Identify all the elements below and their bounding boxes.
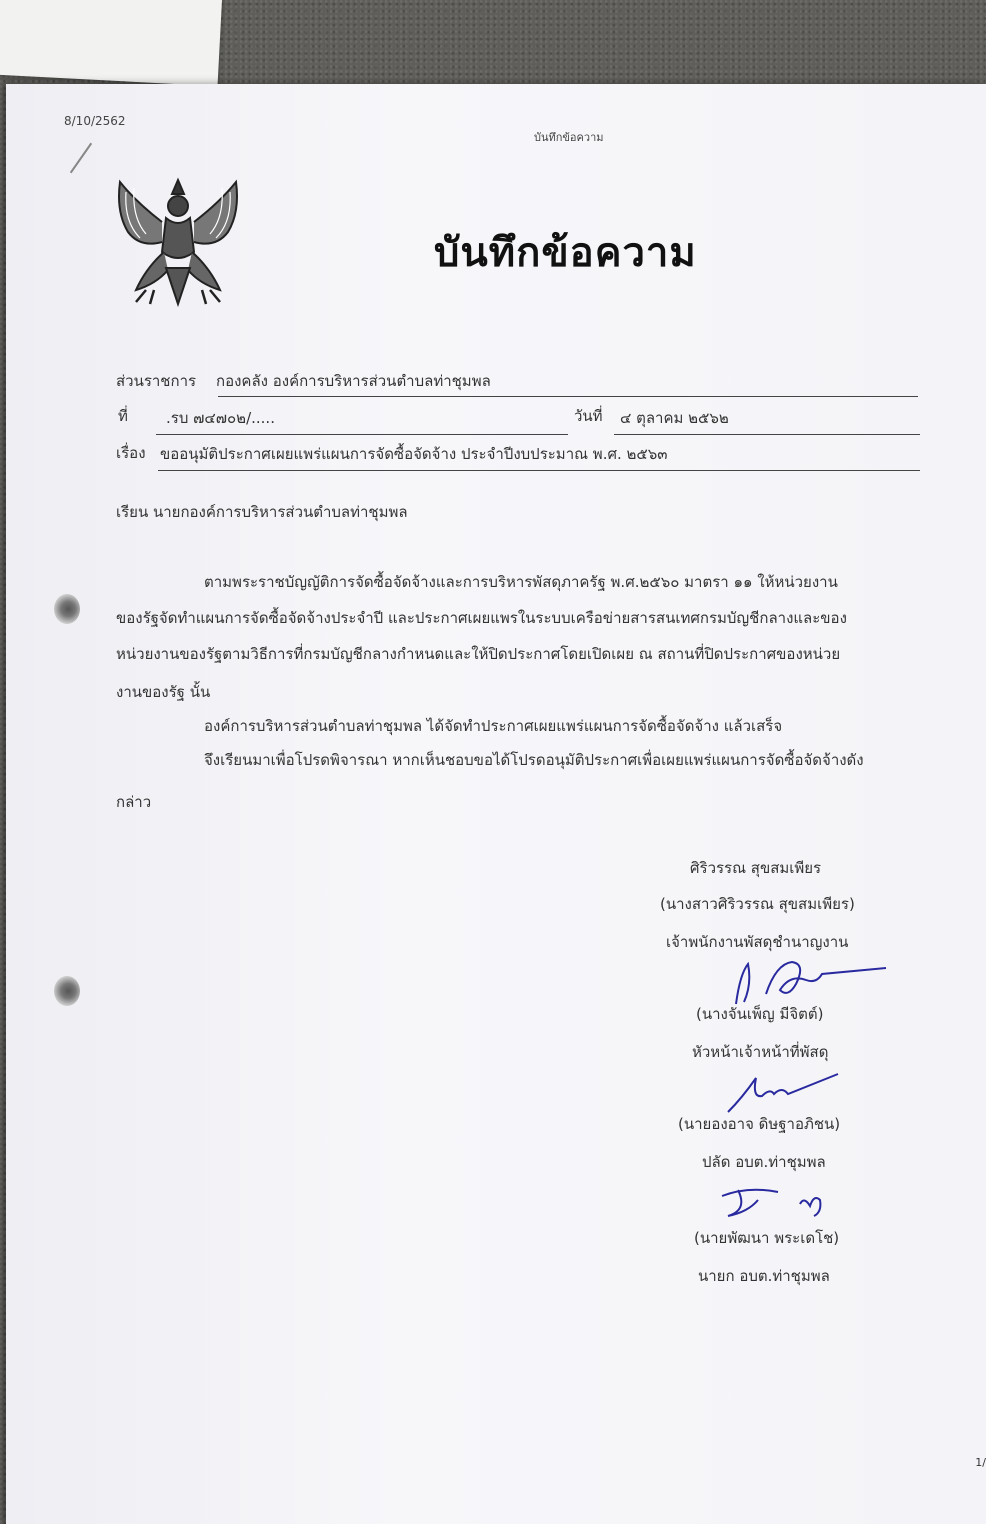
signer-2-position: หัวหน้าเจ้าหน้าที่พัสดุ <box>692 1043 829 1061</box>
agency-underline <box>218 396 918 397</box>
punch-hole-icon <box>54 976 80 1006</box>
date-value: ๔ ตุลาคม ๒๕๖๒ <box>620 409 729 427</box>
subject-underline <box>158 470 920 471</box>
underlying-paper-sheet <box>0 0 222 86</box>
agency-label: ส่วนราชการ <box>116 372 197 390</box>
signer-3-position: ปลัด อบต.ท่าชุมพล <box>702 1153 826 1171</box>
subject-value: ขออนุมัติประกาศเผยแพร่แผนการจัดซื้อจัดจ้าง ประจำปีงบประมาณ พ.ศ. ๒๕๖๓ <box>160 445 668 463</box>
salutation: เรียน นายกองค์การบริหารส่วนตำบลท่าชุมพล <box>116 503 408 521</box>
punch-hole-icon <box>54 594 80 624</box>
ref-value: .รบ ๗๔๗๐๒/..... <box>166 409 275 427</box>
body-line-5: องค์การบริหารส่วนตำบลท่าชุมพล ได้จัดทำประกาศเผยแพร่แผนการจัดซื้อจัดจ้าง แล้วเสร็จ <box>204 717 783 735</box>
body-line-6: จึงเรียนมาเพื่อโปรดพิจารณา หากเห็นชอบขอได้โปรดอนุมัติประกาศเพื่อเผยแพร่แผนการจัดซื้อจัดจ้างดัง <box>204 751 864 769</box>
memo-page <box>6 84 986 1524</box>
staple-icon <box>70 143 92 174</box>
signer-4-position: นายก อบต.ท่าชุมพล <box>698 1267 830 1285</box>
body-line-2: ของรัฐจัดทำแผนการจัดซื้อจัดจ้างประจำปี และประกาศเผยแพรในระบบเครือข่ายสารสนเทศกรมบัญชีกลางและของ <box>116 609 847 627</box>
body-line-7: กล่าว <box>116 793 152 811</box>
print-header: บันทึกข้อความ <box>534 131 604 144</box>
date-underline <box>614 434 920 435</box>
signer-4-fullname: (นายพัฒนา พระเดโช) <box>694 1229 840 1247</box>
signer-2-fullname: (นางจันเพ็ญ มีจิตต์) <box>696 1005 824 1023</box>
page-number: 1/ <box>975 1456 986 1469</box>
body-line-4: งานของรัฐ นั้น <box>116 683 211 701</box>
signature-4 <box>718 1176 838 1226</box>
memo-title: บันทึกข้อความ <box>434 230 697 276</box>
ref-underline <box>156 434 568 435</box>
body-line-1: ตามพระราชบัญญัติการจัดซื้อจัดจ้างและการบริหารพัสดุภาครัฐ พ.ศ.๒๕๖๐ มาตรา ๑๑ ให้หน่วยงาน <box>204 573 838 591</box>
body-line-3: หน่วยงานของรัฐตามวิธีการที่กรมบัญชีกลางกำหนดและให้ปิดประกาศโดยเปิดเผย ณ สถานที่ปิดประกาศของหน่วย <box>116 645 841 663</box>
garuda-emblem-icon <box>106 172 251 312</box>
signer-1-name: ศิริวรรณ สุขสมเพียร <box>690 859 822 877</box>
signature-3 <box>722 1068 842 1118</box>
date-label: วันที่ <box>574 407 603 425</box>
print-date: 8/10/2562 <box>64 114 126 128</box>
signer-1-fullname: (นางสาวศิริวรรณ สุขสมเพียร) <box>660 895 855 913</box>
agency-value: กองคลัง องค์การบริหารส่วนตำบลท่าชุมพล <box>216 372 491 390</box>
ref-label: ที่ <box>118 407 128 425</box>
subject-label: เรื่อง <box>116 444 146 462</box>
signer-3-fullname: (นายองอาจ ดิษฐาอภิชน) <box>678 1115 841 1133</box>
signer-1-position: เจ้าพนักงานพัสดุชำนาญงาน <box>666 933 849 951</box>
